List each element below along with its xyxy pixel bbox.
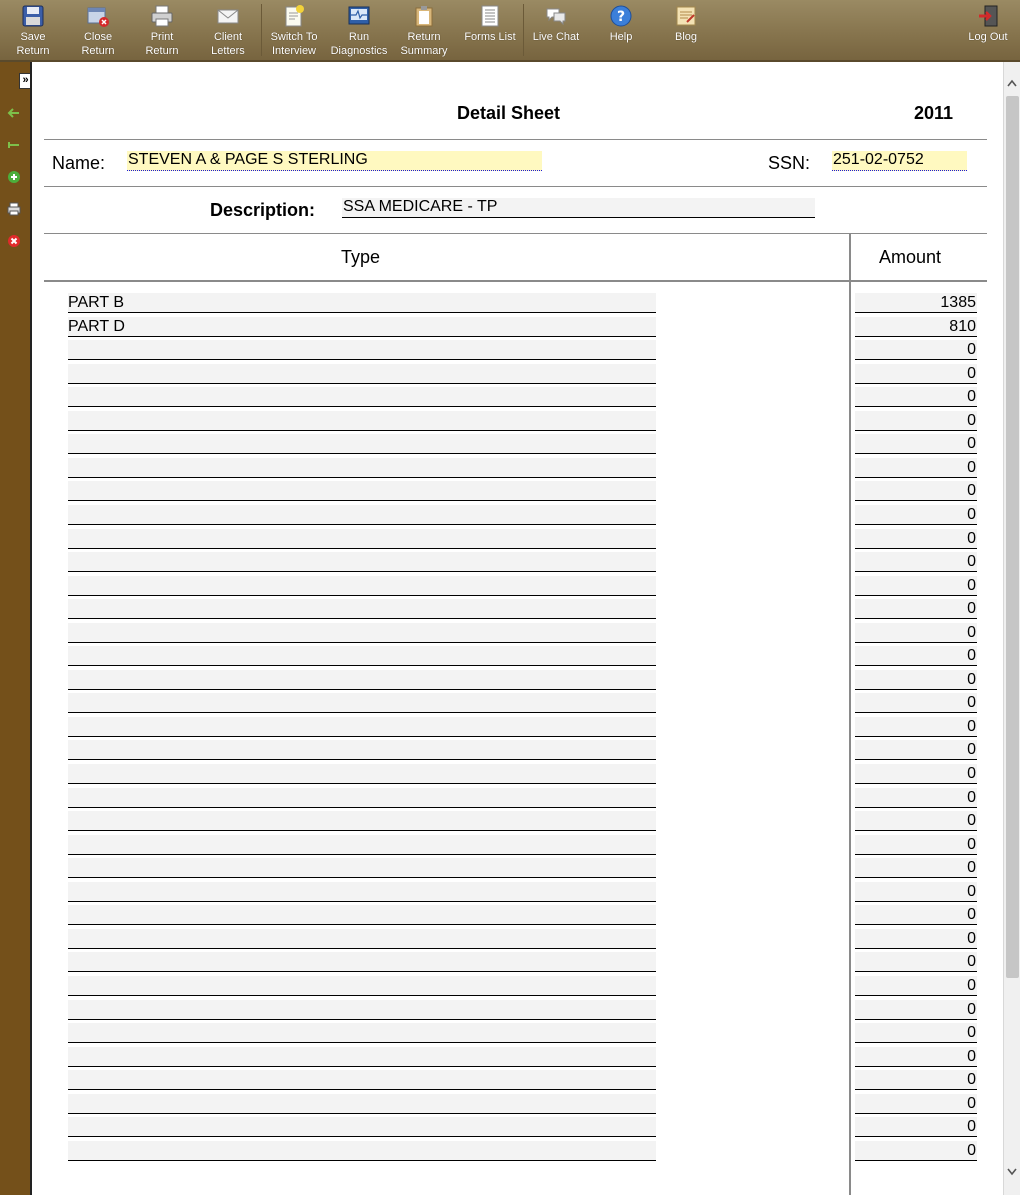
amount-field[interactable]: 0	[855, 576, 977, 596]
switch-to-interview-button[interactable]	[262, 4, 326, 58]
amount-field[interactable]: 0	[855, 740, 977, 760]
print-return-button[interactable]	[130, 4, 194, 58]
type-field[interactable]	[68, 458, 656, 478]
description-field[interactable]: SSA MEDICARE - TP	[342, 198, 815, 218]
type-field[interactable]	[68, 387, 656, 407]
amount-field[interactable]: 0	[855, 1000, 977, 1020]
name-label: Name:	[52, 153, 106, 173]
amount-field[interactable]: 0	[855, 481, 977, 501]
amount-field[interactable]: 0	[855, 835, 977, 855]
amount-field[interactable]: 0	[855, 717, 977, 737]
amount-field[interactable]: 0	[855, 858, 977, 878]
amount-field[interactable]: 0	[855, 764, 977, 784]
type-field[interactable]	[68, 858, 656, 878]
type-field[interactable]	[68, 552, 656, 572]
ssn-label: SSN:	[768, 153, 811, 173]
type-field[interactable]: PART B	[68, 293, 656, 313]
log-out-label: Log Out	[968, 31, 1008, 43]
type-field[interactable]	[68, 882, 656, 902]
arrow-left-icon[interactable]	[7, 106, 21, 120]
amount-field[interactable]: 0	[855, 505, 977, 525]
close-return-icon	[86, 4, 110, 28]
help-button[interactable]	[589, 4, 653, 58]
help-label: Help	[609, 31, 633, 43]
type-field[interactable]	[68, 623, 656, 643]
ssn-field[interactable]: 251-02-0752	[832, 151, 967, 171]
amount-field[interactable]: 0	[855, 693, 977, 713]
type-field[interactable]	[68, 788, 656, 808]
live-chat-button[interactable]	[524, 4, 588, 58]
scrollbar-thumb[interactable]	[1006, 96, 1019, 978]
diagnostics-icon	[347, 4, 371, 28]
live-chat-label: Live Chat	[532, 31, 580, 43]
chat-icon	[544, 4, 568, 28]
type-field[interactable]	[68, 905, 656, 925]
scroll-down-icon[interactable]	[1006, 1165, 1018, 1179]
type-field[interactable]	[68, 952, 656, 972]
type-field[interactable]	[68, 1117, 656, 1137]
amount-field[interactable]: 0	[855, 952, 977, 972]
amount-field[interactable]: 0	[855, 599, 977, 619]
print-return-label: Print Return	[145, 31, 179, 57]
divider	[44, 186, 987, 187]
type-field[interactable]	[68, 1070, 656, 1090]
name-field[interactable]: STEVEN A & PAGE S STERLING	[127, 151, 542, 171]
forms-list-label: Forms List	[464, 31, 516, 43]
amount-field[interactable]: 0	[855, 1070, 977, 1090]
type-field[interactable]	[68, 340, 656, 360]
type-field[interactable]	[68, 717, 656, 737]
form-title: Detail Sheet	[457, 103, 561, 123]
amount-field[interactable]: 0	[855, 929, 977, 949]
run-diagnostics-label: Run Diagnostics	[330, 31, 388, 57]
amount-field[interactable]: 0	[855, 1047, 977, 1067]
minus-icon[interactable]	[7, 138, 21, 152]
amount-field[interactable]: 0	[855, 340, 977, 360]
vertical-scrollbar[interactable]	[1003, 62, 1020, 1195]
blog-icon	[674, 4, 698, 28]
type-field[interactable]	[68, 576, 656, 596]
run-diagnostics-button[interactable]	[327, 4, 391, 58]
amount-field[interactable]: 0	[855, 364, 977, 384]
description-label: Description:	[210, 200, 316, 220]
type-field[interactable]	[68, 976, 656, 996]
scroll-up-icon[interactable]	[1006, 76, 1018, 90]
type-field[interactable]	[68, 693, 656, 713]
help-icon	[609, 4, 633, 28]
amount-field[interactable]: 0	[855, 458, 977, 478]
delete-icon[interactable]	[7, 234, 21, 248]
amount-field[interactable]: 0	[855, 882, 977, 902]
amount-field[interactable]: 0	[855, 434, 977, 454]
amount-field[interactable]: 0	[855, 411, 977, 431]
amount-field[interactable]: 0	[855, 811, 977, 831]
return-summary-label: Return Summary	[400, 31, 448, 57]
type-field[interactable]: PART D	[68, 317, 656, 337]
amount-column-header: Amount	[879, 247, 942, 267]
forms-list-button[interactable]	[458, 4, 522, 58]
return-summary-button[interactable]	[392, 4, 456, 58]
type-field[interactable]	[68, 411, 656, 431]
left-sidebar	[0, 62, 30, 1195]
envelope-icon	[216, 4, 240, 28]
printer-icon	[150, 4, 174, 28]
type-field[interactable]	[68, 670, 656, 690]
type-field[interactable]	[68, 1141, 656, 1161]
amount-field[interactable]: 0	[855, 1117, 977, 1137]
client-letters-label: Client Letters	[211, 31, 245, 57]
interview-icon	[282, 4, 306, 28]
header-divider	[44, 280, 987, 282]
amount-field[interactable]: 0	[855, 976, 977, 996]
type-field[interactable]	[68, 364, 656, 384]
blog-label: Blog	[674, 31, 698, 43]
amount-field[interactable]: 0	[855, 905, 977, 925]
save-return-label: Save Return	[16, 31, 50, 57]
type-field[interactable]	[68, 529, 656, 549]
add-icon[interactable]	[7, 170, 21, 184]
type-field[interactable]	[68, 740, 656, 760]
amount-field[interactable]: 0	[855, 1141, 977, 1161]
print-icon[interactable]	[7, 202, 21, 216]
type-field[interactable]	[68, 1047, 656, 1067]
type-field[interactable]	[68, 764, 656, 784]
type-field[interactable]	[68, 1000, 656, 1020]
log-out-icon	[976, 4, 1000, 28]
column-divider	[849, 233, 851, 1195]
amount-field[interactable]: 810	[855, 317, 977, 337]
close-return-label: Close Return	[81, 31, 115, 57]
type-field[interactable]	[68, 929, 656, 949]
type-column-header: Type	[341, 247, 381, 267]
type-field[interactable]	[68, 481, 656, 501]
type-field[interactable]	[68, 835, 656, 855]
client-letters-button[interactable]	[196, 4, 260, 58]
type-field[interactable]	[68, 646, 656, 666]
forms-list-icon	[478, 4, 502, 28]
type-field[interactable]	[68, 811, 656, 831]
save-return-button[interactable]	[1, 4, 65, 58]
svg-text:?: ?	[616, 9, 626, 25]
amount-field[interactable]: 0	[855, 552, 977, 572]
log-out-button[interactable]	[956, 4, 1020, 58]
amount-field[interactable]: 0	[855, 670, 977, 690]
switch-to-interview-label: Switch To Interview	[270, 31, 318, 57]
amount-field[interactable]: 0	[855, 646, 977, 666]
floppy-disk-icon	[21, 4, 45, 28]
divider	[44, 139, 987, 140]
type-field[interactable]	[68, 505, 656, 525]
clipboard-icon	[412, 4, 436, 28]
type-field[interactable]	[68, 1094, 656, 1114]
type-field[interactable]	[68, 434, 656, 454]
close-return-button[interactable]	[66, 4, 130, 58]
type-field[interactable]	[68, 1023, 656, 1043]
main-toolbar	[0, 0, 1020, 62]
divider	[44, 233, 987, 234]
amount-field[interactable]: 0	[855, 529, 977, 549]
amount-field[interactable]: 0	[855, 1094, 977, 1114]
expand-panel-button[interactable]: »	[19, 73, 32, 89]
amount-field[interactable]: 0	[855, 623, 977, 643]
tax-year: 2011	[914, 103, 954, 123]
amount-field[interactable]: 0	[855, 788, 977, 808]
blog-button[interactable]	[654, 4, 718, 58]
type-field[interactable]	[68, 599, 656, 619]
amount-field[interactable]: 0	[855, 1023, 977, 1043]
amount-field[interactable]: 1385	[855, 293, 977, 313]
amount-field[interactable]: 0	[855, 387, 977, 407]
